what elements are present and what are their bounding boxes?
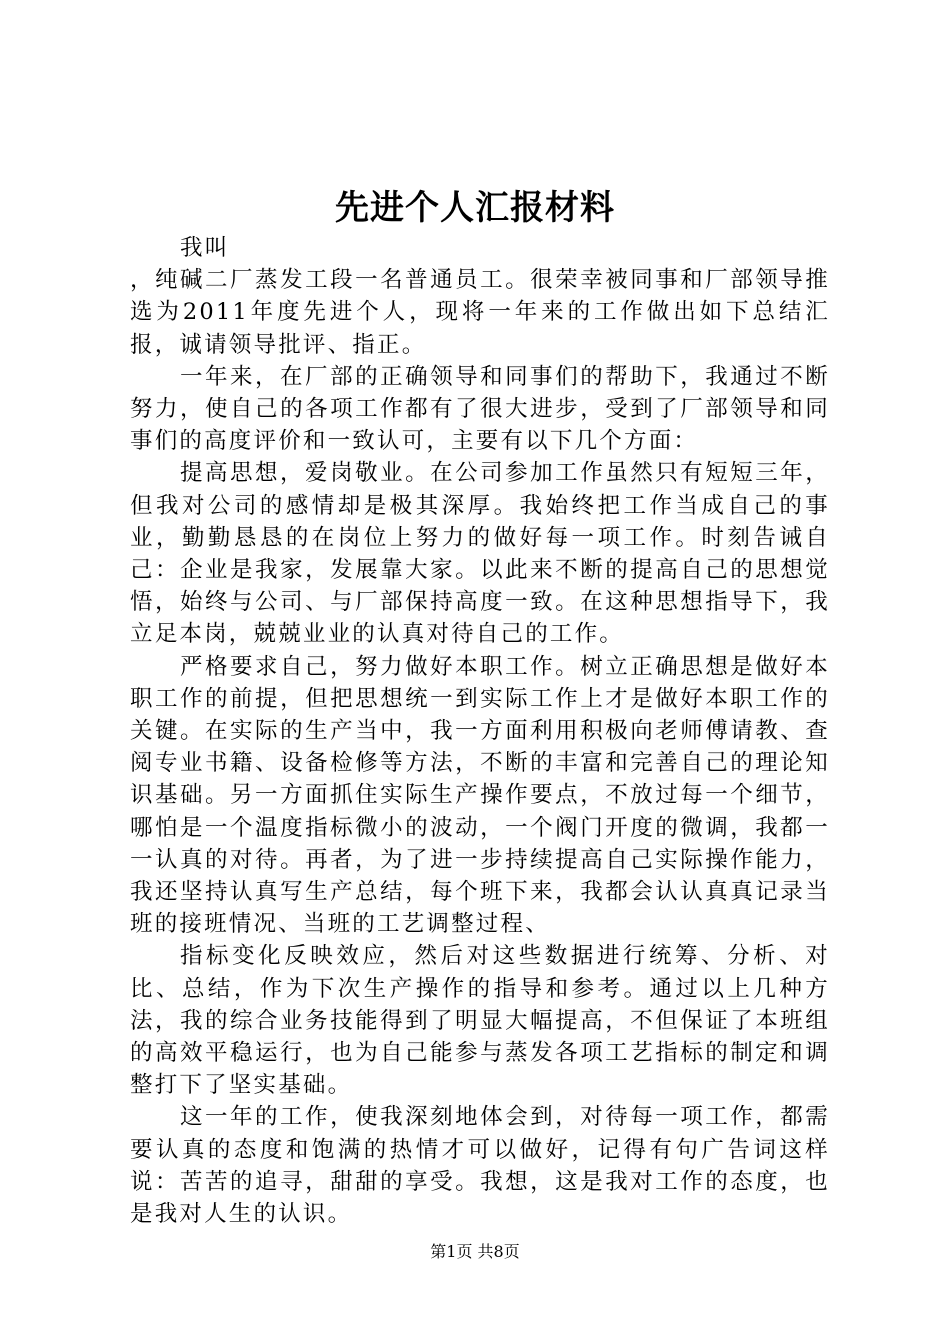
document-body [130,232,830,1230]
paragraph-intro: ，纯碱二厂蒸发工段一名普通员工。很荣幸被同事和厂部领导推选为2011年度先进个人，现将一年来的工作做出如下总结汇报，诚请领导批评、指正。 [130,267,830,358]
paragraph-duty: 严格要求自己，努力做好本职工作。树立正确思想是做好本职工作的前提，但把思想统一到实际工作上才是做好本职工作的关键。在实际的生产当中，我一方面利用积极向老师傅请教、查阅专业书籍、设备检修等方法，不断的丰富和完善自己的理论知识基础。另一方面抓住实际生产操作要点，不放过每一个细节，哪怕是一个温度指标微小的波动，一个阀门开度的微调，我都一一认真的对待。再者，为了进一步持续提高自己实际操作能力，我还坚持认真写生产总结，每个班下来，我都会认认真真记录当班的接班情况、当班的工艺调整过程、 [130,653,830,938]
paragraph-overview: 一年来，在厂部的正确领导和同事们的帮助下，我通过不断努力，使自己的各项工作都有了很大进步，受到了厂部领导和同事们的高度评价和一致认可，主要有以下几个方面： [130,363,830,455]
paragraph-greeting: 我叫 [180,235,230,261]
paragraph-conclusion: 这一年的工作，使我深刻地体会到，对待每一项工作，都需要认真的态度和饱满的热情才可以做好，记得有句广告词这样说：苦苦的追寻，甜甜的享受。我想，这是我对工作的态度，也是我对人生的认识。 [130,1104,830,1228]
paragraph-method: 指标变化反映效应，然后对这些数据进行统筹、分析、对比、总结，作为下次生产操作的指导和参考。通过以上几种方法，我的综合业务技能得到了明显大幅提高，不但保证了本班组的高效平稳运行，也为自己能参与蒸发各项工艺指标的制定和调整打下了坚实基础。 [130,943,830,1099]
page-footer: 第1页 共8页 [430,1242,520,1261]
paragraph-thought: 提高思想，爱岗敬业。在公司参加工作虽然只有短短三年，但我对公司的感情却是极其深厚。我始终把工作当成自己的事业，勤勤恳恳的在岗位上努力的做好每一项工作。时刻告诫自己：企业是我家，发展靠大家。以此来不断的提高自己的思想觉悟，始终与公司、与厂部保持高度一致。在这种思想指导下，我立足本岗，兢兢业业的认真对待自己的工作。 [130,460,830,648]
document-title: 先进个人汇报材料 [335,188,615,228]
